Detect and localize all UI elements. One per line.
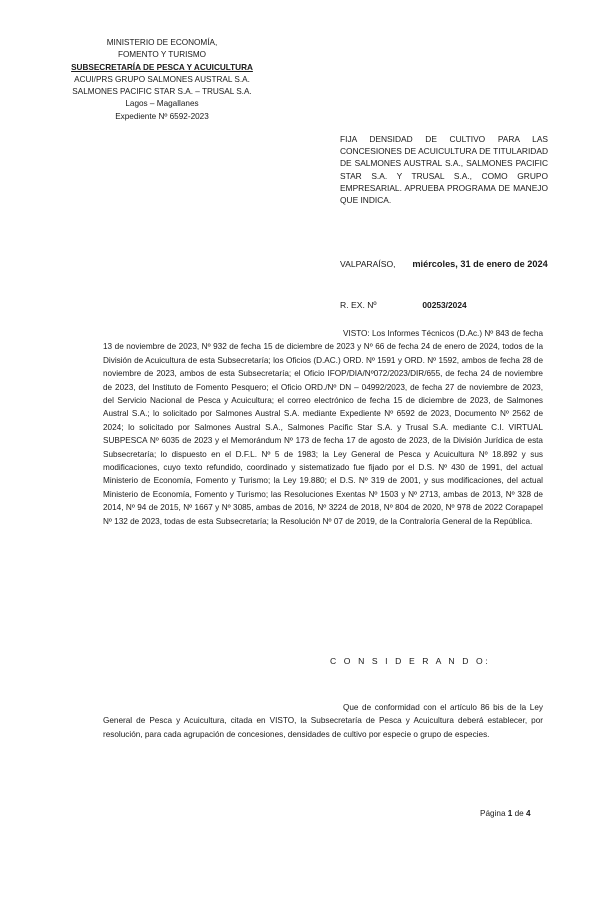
visto-paragraph: VISTO: Los Informes Técnicos (D.Ac.) Nº 843 de fecha 13 de noviembre de 2023, Nº 932 de fecha 15 de diciembre de 2023 y Nº 66 de fecha 24 de enero de 2024, todos de la División de Acuicultura de esta Subsecretaría; los Oficios (D.AC.) ORD. Nº 1591 y ORD. Nº 1592, ambos de fecha 28 de noviembre de 2023, ambos de esta Subsecretaría; el Oficio IFOP/DIA/Nº072/2023/DIR/655, de fecha 24 de noviembre de 2023, del Instituto de Fomento Pesquero; el Oficio ORD./Nº DN – 04992/2023, de fecha 27 de noviembre de 2023, del Servicio Nacional de Pesca y Acuicultura; el correo electrónico de fecha 15 de diciembre de 2023, de Salmones Austral S.A.; lo solicitado por Salmones Austral S.A. mediante Expediente Nº 6592 de 2023, Documento Nº 2562 de 2024; lo solicitado por Salmones Austral S.A., Salmones Pacific Star S.A. y Trusal S.A. mediante C.I. VIRTUAL SUBPESCA Nº 6035 de 2023 y el Memorándum Nº 173 de fecha 17 de agosto de 2023, de la División Jurídica de esta Subsecretaría; lo dispuesto en el D.F.L. Nº 5 de 1983; la Ley General de Pesca y Acuicultura Nº 18.892 y sus modificaciones, cuyo texto refundido, coordinado y sistematizado fue fijado por el D.S. Nº 430 de 1991, del actual Ministerio de Economía, Fomento y Turismo; la Ley 19.880; el D.S. Nº 319 de 2001, y sus modificaciones, del actual Ministerio de Economía, Fomento y Turismo; las Resoluciones Exentas Nº 1503 y Nº 2713, ambas de 2013, Nº 328 de 2014, Nº 94 de 2015, Nº 1667 y Nº 3085, ambas de 2016, Nº 3224 de 2018, Nº 804 de 2020, Nº 978 de 2022 Corapapel Nº 132 de 2023, todas de esta Subsecretaría; la Resolución Nº 07 de 2019, de la Contraloría General de la República. xyxy=(103,329,543,526)
page-number xyxy=(480,809,550,818)
letterhead-region: Lagos – Magallanes xyxy=(125,99,199,109)
considerando-heading: C O N S I D E R A N D O: xyxy=(330,656,491,666)
letterhead-expediente: Expediente Nº 6592-2023 xyxy=(115,111,209,121)
letterhead-subsecretaria: SUBSECRETARÍA DE PESCA Y ACUICULTURA xyxy=(71,62,253,72)
page-of-word: de xyxy=(514,809,524,818)
letterhead xyxy=(42,37,282,123)
dateline-date: miércoles, 31 de enero de 2024 xyxy=(412,259,548,269)
letterhead-ministry-2: FOMENTO Y TURISMO xyxy=(117,50,207,60)
dateline xyxy=(340,259,580,269)
page-total: 4 xyxy=(526,809,531,818)
resolution-summary: FIJA DENSIDAD DE CULTIVO PARA LAS CONCESIONES DE ACUICULTURA DE TITULARIDAD DE SALMONES AUSTRAL S.A., SALMONES PACIFIC STAR S.A. Y TRUSAL S.A., COMO GRUPO EMPRESARIAL. APRUEBA PROGRAMA DE MANEJO QUE INDICA. xyxy=(340,134,548,206)
page-word: Página xyxy=(480,809,506,818)
considerando-paragraph: Que de conformidad con el artículo 86 bis de la Ley General de Pesca y Acuicultura, citada en VISTO, la Subsecretaría de Pesca y Acuicultura deberá establecer, por resolución, para cada agrupación de concesiones, densidades de cultivo por especie o grupo de especies. xyxy=(103,703,543,739)
letterhead-reference-1: ACUI/PRS GRUPO SALMONES AUSTRAL S.A. xyxy=(74,74,250,84)
page-current: 1 xyxy=(507,809,513,818)
dateline-city: VALPARAÍSO, xyxy=(340,259,396,269)
letterhead-reference-2: SALMONES PACIFIC STAR S.A. – TRUSAL S.A. xyxy=(72,87,252,97)
resolution-number-line xyxy=(340,300,580,310)
resolution-label: R. EX. Nº xyxy=(340,300,377,310)
resolution-number: 00253/2024 xyxy=(422,300,467,310)
letterhead-ministry: MINISTERIO DE ECONOMÍA, xyxy=(106,38,218,47)
